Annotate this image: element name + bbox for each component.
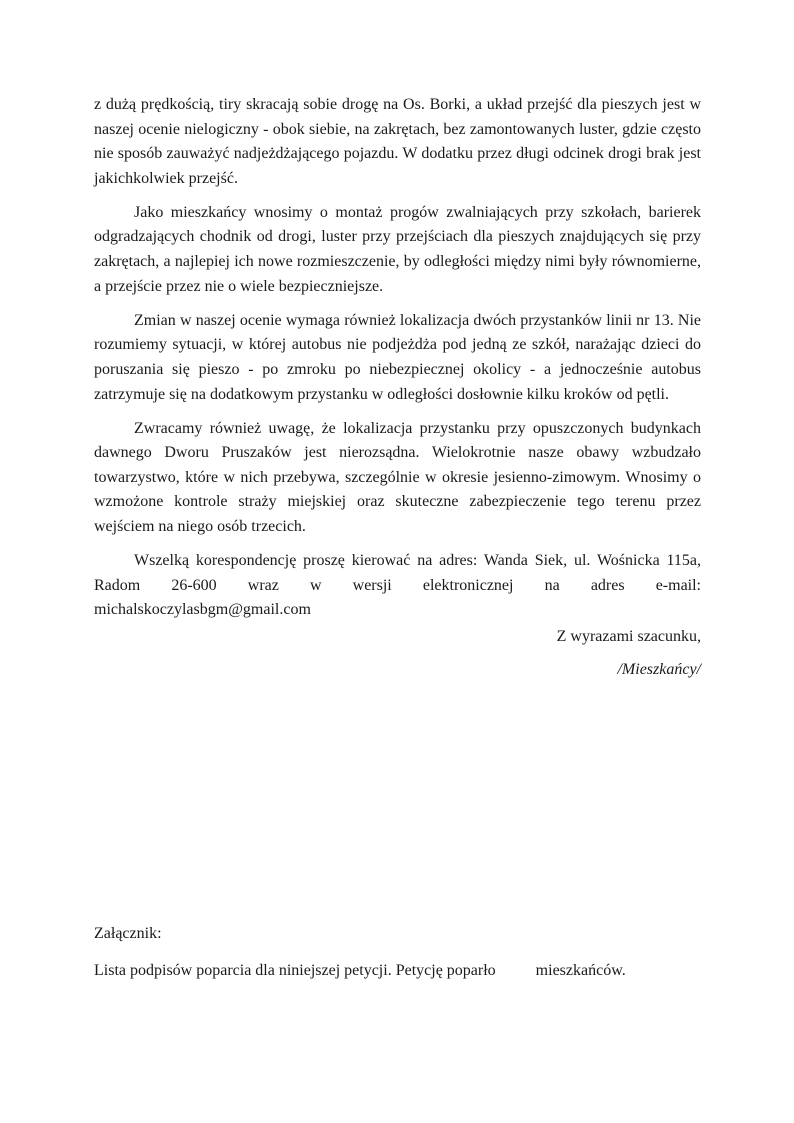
closing-salutation: Z wyrazami szacunku, bbox=[556, 628, 701, 645]
closing-block bbox=[557, 625, 701, 691]
attachment-text-after-blank: mieszkańców. bbox=[535, 961, 626, 979]
body-paragraph-1: z dużą prędkością, tiry skracają sobie drogę na Os. Borki, a układ przejść dla pieszych jest w naszej ocenie nielogiczny - obok siebie, na zakrętach, bez zamontowanych luster, gdzie często nie sposób zauważyć nadjeżdżającego pojazdu. W dodatku przez długi odcinek drogi brak jest jakichkolwiek przejść. bbox=[94, 96, 701, 187]
email-address: michalskoczylasbgm@gmail.com bbox=[94, 601, 311, 619]
attachment-label: Załącznik: bbox=[94, 925, 162, 942]
letter-body bbox=[94, 93, 701, 632]
body-paragraph-3: Zmian w naszej ocenie wymaga również lokalizacja dwóch przystanków linii nr 13. Nie rozumiemy sytuacji, w której autobus nie podjeżdża pod jedną ze szkół, narażając dzieci do poruszania się pieszo - po zmroku po niebezpiecznej okolicy - a jednocześnie autobus zatrzymuje się na dodatkowym przystanku w odległości dosłownie kilku kroków od pętli. bbox=[94, 311, 701, 403]
attachment-text-before-blank: Lista podpisów poparcia dla niniejszej petycji. Petycję poparło bbox=[94, 961, 496, 979]
body-paragraph-2: Jako mieszkańcy wnosimy o montaż progów zwalniających przy szkołach, barierek odgradzających chodnik od drogi, luster przy przejściach dla pieszych znajdujących się przy zakrętach, a najlepiej ich nowe rozmieszczenie, by odległości między nimi były równomierne, a przejście przez nie o wiele bezpieczniejsze. bbox=[94, 203, 701, 295]
correspondence-paragraph bbox=[94, 549, 701, 623]
attachment-line bbox=[94, 959, 701, 984]
body-paragraph-4: Zwracamy również uwagę, że lokalizacja przystanku przy opuszczonych budynkach dawnego Dworu Pruszaków jest nierozsądna. Wielokrotnie nasze obawy wzbudzało towarzystwo, które w nich przebywa, szczególnie w okresie jesienno-zimowym. Wnosimy o wzmożone kontrole straży miejskiej oraz skuteczne zabezpieczenie tego terenu przez wejściem na niego osób trzecich. bbox=[94, 419, 701, 535]
attachment-block bbox=[94, 922, 701, 984]
correspondence-text: Wszelką korespondencję proszę kierować na adres: Wanda Siek, ul. Wośnicka 115a, Radom 26-600 wraz w wersji elektronicznej na adres e-mail: bbox=[94, 552, 701, 594]
closing-signature: /Mieszkańcy/ bbox=[617, 660, 701, 678]
